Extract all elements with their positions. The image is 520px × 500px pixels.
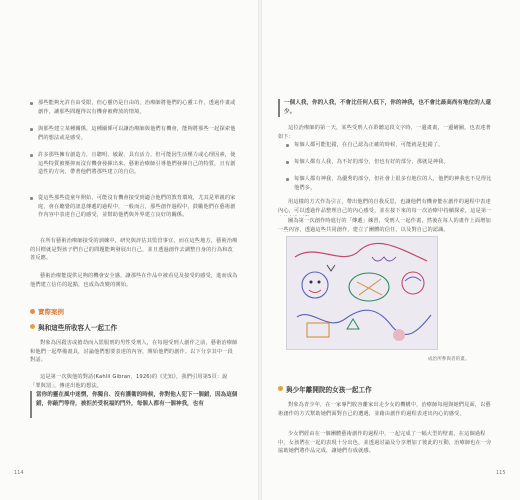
section-marker-icon — [30, 309, 35, 314]
body-paragraph: 這是第一次與他的對話(Kahlil Gibran，1926)的《先知》，我們引用第5頁：說「罪與罰」，傳達出他的想法。 — [30, 374, 228, 389]
bullet-item: 那些能夠允許自由受限，但心靈仍是自由的，治療師將他們的心靈工作，透過作畫或創作，讓那些問題得以有機會被釋放的情境。 — [38, 100, 236, 115]
quote-text: 當你的靈在風中迷惘，你獨自、沒有護衛的時候，你對他人犯下一個錯，因為這個錯，你敲門等待，被拒於受祝福的門外，每個人都有一個神我，也有 — [36, 392, 238, 407]
bullet-item: 每個人都有人我，為不好的部分，但也有好的部分，那就是神我。 — [294, 159, 449, 165]
artwork-photo — [286, 236, 438, 350]
body-paragraph: 對象為因殺害或搶劫而入監服刑的男性受刑人，在每週受刑人創作之前，藝術治療師和他們一起準備畫具，討論他們想要表達的內容，開始他們的創作。以下分享其中一段對話。 — [30, 340, 238, 364]
case-heading-icon — [30, 324, 35, 329]
body-paragraph: 少女們經由在一個團體藝術創作的過程中，一起完成了一幅大型的壁畫，在這個過程中，女孩們在一起的表現十分出色，並透過討論及分享增加了彼此的互動，治療師也在一旁協助她們將作品完成，讓她們有成就感。 — [278, 431, 492, 455]
body-paragraph: 藝術治療能提供足夠的機會安全感，讓那些在作品中被看見及接受的感受，進而成為他們建立信任的起點，也成為改變的開始。 — [30, 273, 238, 288]
bullet-marker — [286, 144, 289, 147]
case-heading-icon — [278, 386, 283, 391]
bullet-marker — [286, 161, 289, 164]
bullet-marker — [30, 197, 33, 200]
body-paragraph: 用這樣的方式作為引言，帶出他們的自我反思，也讓他們有機會能在創作的過程中表達內心，可以透過作品整理自己的內心感受，並在接下來的每一次治療中持續探索，這是第一 — [278, 199, 492, 214]
body-paragraph: 圖為第一次創作時進行的「傳遞」練習，受刑人一起作畫，然後在每人的畫作上面增加一些內容，透過這些共同創作，建立了團體的信任，以及對自己的認識。 — [278, 218, 491, 233]
page-number: 114 — [14, 470, 24, 476]
bullet-item: 許多那些擁有創造力，且聰明、敏銳、具有活力，但可能因生活壓力或心理因素，使這些特質被壓抑而沒有機會發揮出來。藝術治療師引導他們發揮自己的特質，且有創造性的方向，帶著他們將那些建立的自信。 — [38, 152, 236, 176]
bullet-marker — [30, 102, 33, 105]
case-title: 與少年離開院的女孩一起工作 — [286, 386, 372, 394]
photo-caption: 成治所參與者的畫。 — [428, 357, 470, 362]
quote-text: 一個人我，你的人我，不會比任何人低下，你的神我，也不會比最高尚有地位的人還少。 — [284, 100, 491, 115]
bullet-marker — [286, 178, 289, 181]
bullet-item: 從這些那些從童年開始，可能沒有機會接受到適合他們的教育環境，尤其是單親的家庭，會在聽覺的訊息傳遞的過程中，一般而言，那些創作過程中，鼓勵他們在藝術創作內容中表達自己的感受，並幫助他們與外界建立良好的關係。 — [38, 195, 236, 219]
case-title: 與和這些所收容人一起工作 — [38, 324, 118, 332]
bullet-marker — [30, 154, 33, 157]
quote-bar — [30, 391, 32, 418]
body-paragraph: 這位治療師的第一天，某些受刑人在聆聽這段文字時，一邊畫畫，一邊繪圖，也表達著如下： — [278, 125, 491, 140]
bullet-marker — [30, 128, 33, 131]
section-label: 實際案例 — [38, 308, 64, 316]
bullet-item: 每個人都可能犯錯，在自己認為正確的時候，可能就是犯錯了。 — [294, 142, 444, 148]
page-number: 115 — [496, 470, 506, 476]
drawing-illustration — [287, 237, 437, 349]
bullet-item: 與那些建立某種關係，這種關係可以讓治療師與他們有機會，能夠將那些一起探索他們的想法或是感受。 — [38, 126, 236, 141]
quote-bar — [278, 99, 280, 117]
body-paragraph: 對象為青少年，在一家專門收容離家出走少女的機構中，治療師每週與她們見面，以藝術創作的方式幫助她們面對自己的遭遇，並藉由創作的過程表達出內心的感受。 — [278, 402, 491, 417]
body-paragraph: 在所有藝術治療師接受的訓練中，研究與評估其監管事宜，而在這些地方，藝術治療的目標就是對孩子們自己的問題能夠發展出自己，並且透過創作去調整自身的行為和改善反應。 — [30, 238, 238, 262]
bullet-item: 每個人都有神我，為優秀的部分，但社會上很多有地位的人，他們的神我也不見得比他們多。 — [294, 176, 492, 191]
